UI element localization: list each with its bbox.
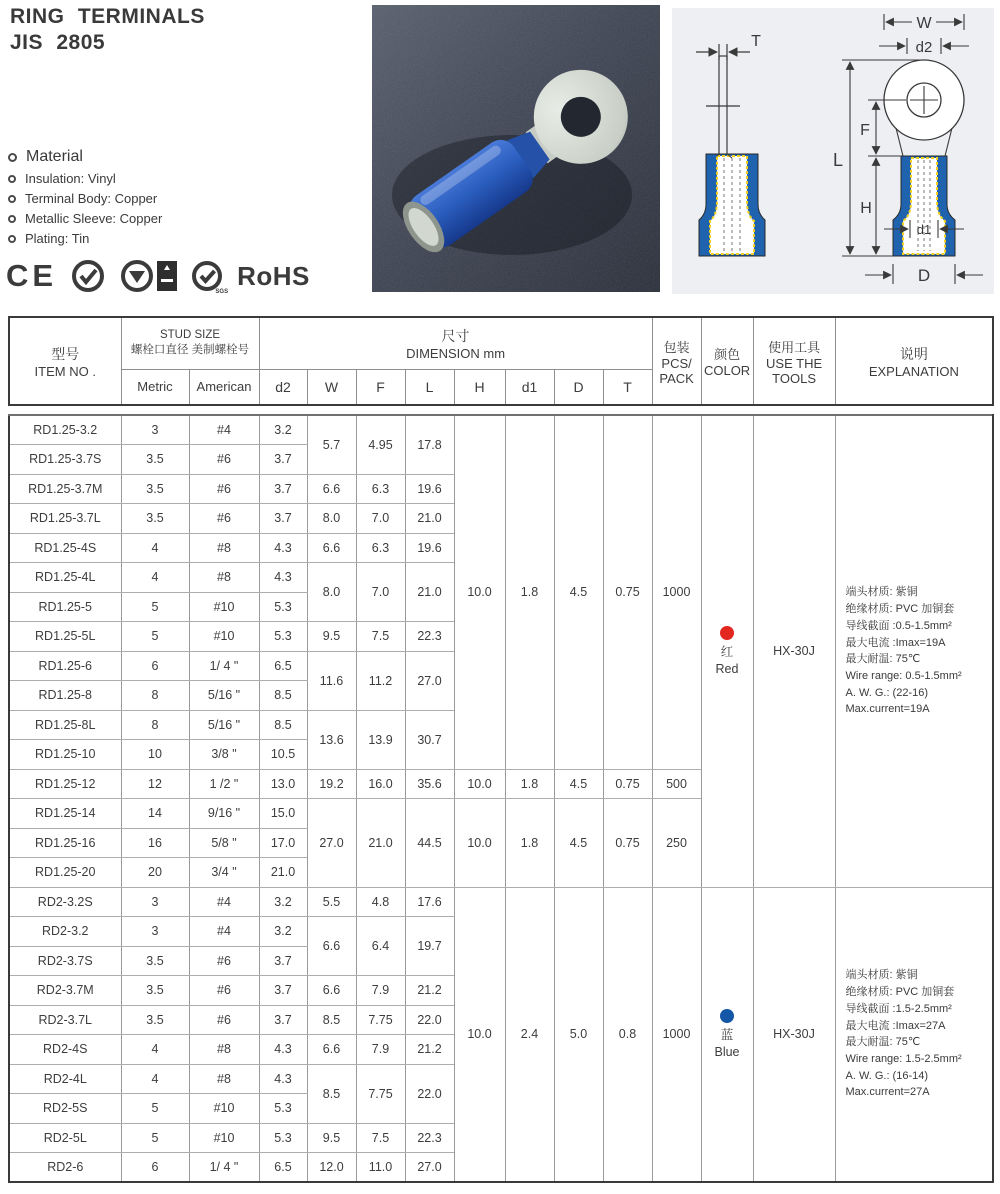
cell-item-no: RD2-3.7L [9,1005,121,1035]
cell-l: 30.7 [405,710,454,769]
cell-f: 13.9 [356,710,405,769]
dim-label-w: W [916,15,932,32]
color-name-en: Red [715,662,739,677]
cell-w: 9.5 [307,622,356,652]
sgs-label: SGS [215,289,229,295]
cell-american: #4 [189,415,259,445]
explanation-line: Wire range: 0.5-1.5mm² [845,669,962,682]
cell-item-no: RD2-3.7M [9,976,121,1006]
cell-american: #8 [189,533,259,563]
col-tools-l1: USE THE [766,355,823,371]
cell-d: 4.5 [554,769,603,799]
cell-d2: 5.3 [259,622,307,652]
cell-metric: 5 [121,1094,189,1124]
cell-f: 7.5 [356,622,405,652]
cell-explanation [835,887,993,1182]
material-item: Insulation: Vinyl [25,171,116,186]
cell-american: #6 [189,946,259,976]
cell-f: 7.9 [356,1035,405,1065]
cell-f: 7.75 [356,1064,405,1123]
cell-american: #6 [189,976,259,1006]
cell-metric: 3 [121,887,189,917]
cell-f: 7.0 [356,504,405,534]
cell-d1: 1.8 [505,769,554,799]
cell-d2: 3.7 [259,946,307,976]
material-item-row [8,191,162,206]
cell-metric: 20 [121,858,189,888]
cell-d2: 5.3 [259,1094,307,1124]
explanation-line: 最大耐温: 75℃ [845,1036,921,1049]
sgs-badge-icon [190,259,229,295]
cell-item-no: RD1.25-3.2 [9,415,121,445]
cell-american: #4 [189,887,259,917]
cell-american: #6 [189,445,259,475]
cell-item-no: RD1.25-4L [9,563,121,593]
explanation-line: 最大电流 :Imax=19A [845,636,946,649]
cell-metric: 4 [121,533,189,563]
explanation-line: 绝缘材质: PVC 加铜套 [845,986,955,999]
table-row [9,415,993,445]
cell-american: 3/4 " [189,858,259,888]
cell-d: 4.5 [554,415,603,769]
cell-l: 19.6 [405,474,454,504]
cell-american: 9/16 " [189,799,259,829]
ce-mark-logo: CE [6,258,58,293]
cell-d2: 4.3 [259,563,307,593]
cell-pack: 500 [652,769,701,799]
cell-d2: 3.7 [259,445,307,475]
col-l: L [405,369,454,405]
cell-w: 6.6 [307,533,356,563]
cell-item-no: RD2-3.2 [9,917,121,947]
product-photo [372,5,660,292]
cell-item-no: RD1.25-6 [9,651,121,681]
cell-f: 4.95 [356,415,405,474]
cell-metric: 3.5 [121,474,189,504]
cell-f: 21.0 [356,799,405,888]
cell-american: 1 /2 " [189,769,259,799]
table-row [9,887,993,917]
cell-metric: 3 [121,415,189,445]
explanation-line: 最大电流 :Imax=27A [845,1019,946,1032]
cell-metric: 6 [121,1153,189,1183]
cell-f: 7.75 [356,1005,405,1035]
cell-d2: 15.0 [259,799,307,829]
cell-f: 4.8 [356,887,405,917]
col-metric: Metric [121,369,189,405]
cell-d2: 10.5 [259,740,307,770]
cell-d2: 4.3 [259,1035,307,1065]
cell-item-no: RD2-4S [9,1035,121,1065]
spec-table-body [8,414,994,1183]
cell-w: 6.6 [307,976,356,1006]
cell-l: 35.6 [405,769,454,799]
col-explanation [835,317,993,405]
cell-d2: 3.2 [259,887,307,917]
cell-metric: 10 [121,740,189,770]
cell-item-no: RD2-5L [9,1123,121,1153]
dim-label-l: L [832,150,844,170]
col-american: American [189,369,259,405]
cell-f: 7.5 [356,1123,405,1153]
cell-metric: 8 [121,710,189,740]
cell-h: 10.0 [454,799,505,888]
cell-f: 6.4 [356,917,405,976]
cell-l: 21.2 [405,976,454,1006]
material-item-row [8,171,162,186]
cell-w: 6.6 [307,474,356,504]
col-color-cn: 颜色 [714,347,741,362]
cell-item-no: RD1.25-12 [9,769,121,799]
cell-metric: 5 [121,1123,189,1153]
cell-t: 0.75 [603,769,652,799]
cell-l: 22.3 [405,622,454,652]
cell-american: 5/16 " [189,681,259,711]
cell-d1: 2.4 [505,887,554,1182]
cell-w: 5.5 [307,887,356,917]
col-stud-size-en: STUD SIZE [159,329,221,342]
cell-w: 11.6 [307,651,356,710]
cell-metric: 12 [121,769,189,799]
cell-d2: 8.5 [259,681,307,711]
cell-f: 11.2 [356,651,405,710]
cell-explanation [835,415,993,887]
cell-w: 6.6 [307,1035,356,1065]
cell-w: 8.5 [307,1005,356,1035]
color-dot-icon [720,626,734,640]
cell-american: 1/ 4 " [189,1153,259,1183]
cell-w: 8.5 [307,1064,356,1123]
cell-american: #8 [189,563,259,593]
cell-american: #10 [189,592,259,622]
col-color [701,317,753,405]
cell-american: 1/ 4 " [189,651,259,681]
bullet-icon [8,175,16,183]
cell-d2: 17.0 [259,828,307,858]
cell-tools: HX-30J [753,415,835,887]
cell-item-no: RD2-3.2S [9,887,121,917]
cell-metric: 5 [121,592,189,622]
cell-metric: 3.5 [121,976,189,1006]
cell-w: 8.0 [307,504,356,534]
certification-logos [6,258,310,294]
cell-metric: 3.5 [121,946,189,976]
cell-l: 44.5 [405,799,454,888]
cell-l: 17.6 [405,887,454,917]
cell-american: #6 [189,474,259,504]
col-dimension-cn: 尺寸 [441,327,470,344]
cell-item-no: RD1.25-16 [9,828,121,858]
top-section [0,0,1000,316]
cell-d1: 1.8 [505,415,554,769]
dim-label-d1: d1 [916,222,932,237]
color-name-en: Blue [714,1045,740,1060]
cell-h: 10.0 [454,769,505,799]
cell-item-no: RD2-6 [9,1153,121,1183]
cell-d2: 3.7 [259,976,307,1006]
cell-f: 7.0 [356,563,405,622]
col-item-no-en: ITEM NO . [34,363,96,379]
cell-w: 8.0 [307,563,356,622]
cell-metric: 4 [121,1064,189,1094]
cell-tools: HX-30J [753,887,835,1182]
cell-d1: 1.8 [505,799,554,888]
cell-american: 5/8 " [189,828,259,858]
col-pack [652,317,701,405]
col-d1: d1 [505,369,554,405]
cell-f: 6.3 [356,474,405,504]
cell-d2: 3.7 [259,474,307,504]
cell-item-no: RD1.25-4S [9,533,121,563]
cell-l: 17.8 [405,415,454,474]
material-heading: Material [26,148,83,165]
cell-l: 21.2 [405,1035,454,1065]
cell-l: 21.0 [405,504,454,534]
col-pack-cn: 包装 [663,339,690,355]
col-item-no [9,317,121,405]
cell-pack: 1000 [652,415,701,769]
cell-f: 16.0 [356,769,405,799]
cell-l: 22.3 [405,1123,454,1153]
cell-american: #6 [189,504,259,534]
cell-d2: 6.5 [259,651,307,681]
cell-pack: 1000 [652,887,701,1182]
dim-label-f: F [860,122,870,139]
cell-d2: 3.7 [259,1005,307,1035]
cell-american: #4 [189,917,259,947]
cell-t: 0.8 [603,887,652,1182]
page-title-line1: RING TERMINALS [10,5,205,28]
col-h: H [454,369,505,405]
cell-american: #10 [189,1123,259,1153]
page-title [10,4,205,57]
cell-l: 19.7 [405,917,454,976]
cell-d2: 5.3 [259,1123,307,1153]
cell-d2: 21.0 [259,858,307,888]
cell-w: 13.6 [307,710,356,769]
col-tools-cn: 使用工具 [768,339,821,355]
cell-l: 27.0 [405,651,454,710]
cell-item-no: RD2-5S [9,1094,121,1124]
cell-l: 19.6 [405,533,454,563]
explanation-line: Max.current=19A [845,703,930,716]
col-explanation-cn: 说明 [899,345,928,362]
cell-american: #6 [189,1005,259,1035]
cell-item-no: RD2-3.7S [9,946,121,976]
cell-item-no: RD1.25-5L [9,622,121,652]
cell-item-no: RD1.25-3.7S [9,445,121,475]
cell-metric: 14 [121,799,189,829]
cell-item-no: RD1.25-8L [9,710,121,740]
spec-table-section [8,316,992,1183]
col-tools-l2: TOOLS [772,370,817,386]
col-f: F [356,369,405,405]
spec-table-header [8,316,994,406]
cell-metric: 8 [121,681,189,711]
cell-item-no: RD1.25-14 [9,799,121,829]
col-d: D [554,369,603,405]
bullet-icon [8,215,16,223]
cell-l: 22.0 [405,1005,454,1035]
explanation-line: 导线截面 :0.5-1.5mm² [845,619,952,632]
col-item-no-cn: 型号 [51,345,80,362]
cell-w: 6.6 [307,917,356,976]
material-heading-row [8,148,162,166]
explanation-line: Max.current=27A [845,1086,930,1099]
cell-d2: 6.5 [259,1153,307,1183]
cell-d2: 3.2 [259,917,307,947]
cell-f: 11.0 [356,1153,405,1183]
material-item: Plating: Tin [25,231,90,246]
col-pack-l1: PCS/ [661,355,692,371]
cell-d2: 8.5 [259,710,307,740]
cell-metric: 4 [121,1035,189,1065]
bullet-icon [8,153,17,162]
cell-w: 12.0 [307,1153,356,1183]
cell-d2: 3.7 [259,504,307,534]
cell-metric: 16 [121,828,189,858]
cell-h: 10.0 [454,887,505,1182]
cell-item-no: RD1.25-3.7L [9,504,121,534]
material-item: Metallic Sleeve: Copper [25,211,163,226]
iso-triangle-badge-icon [119,258,177,294]
dimension-diagram [672,8,994,294]
cell-metric: 3.5 [121,504,189,534]
cell-american: #10 [189,622,259,652]
col-d2: d2 [259,369,307,405]
cell-american: #10 [189,1094,259,1124]
col-stud-size [121,317,259,369]
cell-w: 27.0 [307,799,356,888]
page-title-line2: JIS 2805 [10,31,106,55]
cell-l: 27.0 [405,1153,454,1183]
cell-d: 5.0 [554,887,603,1182]
cell-item-no: RD1.25-3.7M [9,474,121,504]
cell-d2: 5.3 [259,592,307,622]
cell-metric: 3 [121,917,189,947]
cell-t: 0.75 [603,415,652,769]
cell-t: 0.75 [603,799,652,888]
cell-d2: 13.0 [259,769,307,799]
color-name-cn: 红 [720,645,734,660]
explanation-line: Wire range: 1.5-2.5mm² [845,1052,962,1065]
cell-item-no: RD1.25-10 [9,740,121,770]
col-w: W [307,369,356,405]
cell-item-no: RD1.25-5 [9,592,121,622]
col-stud-size-cn: 螺栓口直径 美制螺栓号 [130,344,250,357]
bullet-icon [8,195,16,203]
explanation-line: 绝缘材质: PVC 加铜套 [845,603,955,616]
col-dimension [259,317,652,369]
col-explanation-en: EXPLANATION [868,363,959,379]
col-tools [753,317,835,405]
cell-item-no: RD1.25-8 [9,681,121,711]
explanation-line: 导线截面 :1.5-2.5mm² [845,1002,952,1015]
col-pack-l2: PACK [659,370,694,386]
cell-d: 4.5 [554,799,603,888]
dim-label-d: D [917,266,931,285]
bullet-icon [8,235,16,243]
cell-american: #8 [189,1064,259,1094]
dim-label-h: H [860,200,872,217]
dim-label-t: T [751,33,761,50]
explanation-line: A. W. G.: (16-14) [845,1069,929,1082]
quality-check-badge-icon [70,258,106,294]
cell-color [701,887,753,1182]
material-list [8,148,162,251]
material-item-row [8,211,162,226]
cell-metric: 6 [121,651,189,681]
table-gap [8,406,992,414]
col-color-en: COLOR [703,363,751,378]
cell-l: 21.0 [405,563,454,622]
cell-item-no: RD1.25-20 [9,858,121,888]
cell-metric: 4 [121,563,189,593]
explanation-line: 端头材质: 紫铜 [845,586,918,599]
col-dimension-en: DIMENSION mm [406,345,506,361]
cell-metric: 3.5 [121,445,189,475]
cell-l: 22.0 [405,1064,454,1123]
color-name-cn: 蓝 [720,1028,734,1043]
cell-w: 9.5 [307,1123,356,1153]
cell-american: #8 [189,1035,259,1065]
cell-metric: 3.5 [121,1005,189,1035]
cell-american: 5/16 " [189,710,259,740]
material-item: Terminal Body: Copper [25,191,158,206]
cell-metric: 5 [121,622,189,652]
cell-d2: 4.3 [259,533,307,563]
cell-w: 5.7 [307,415,356,474]
cell-pack: 250 [652,799,701,888]
cell-american: 3/8 " [189,740,259,770]
cell-d2: 4.3 [259,1064,307,1094]
cell-color [701,415,753,887]
material-item-row [8,231,162,246]
cell-f: 7.9 [356,976,405,1006]
color-dot-icon [720,1009,734,1023]
dim-label-d2: d2 [915,39,933,56]
cell-f: 6.3 [356,533,405,563]
explanation-line: A. W. G.: (22-16) [845,686,929,699]
explanation-line: 端头材质: 紫铜 [845,969,918,982]
cell-h: 10.0 [454,415,505,769]
explanation-line: 最大耐温: 75℃ [845,653,921,666]
rohs-logo: RoHS [237,260,310,291]
cell-w: 19.2 [307,769,356,799]
cell-d2: 3.2 [259,415,307,445]
cell-item-no: RD2-4L [9,1064,121,1094]
col-t: T [603,369,652,405]
